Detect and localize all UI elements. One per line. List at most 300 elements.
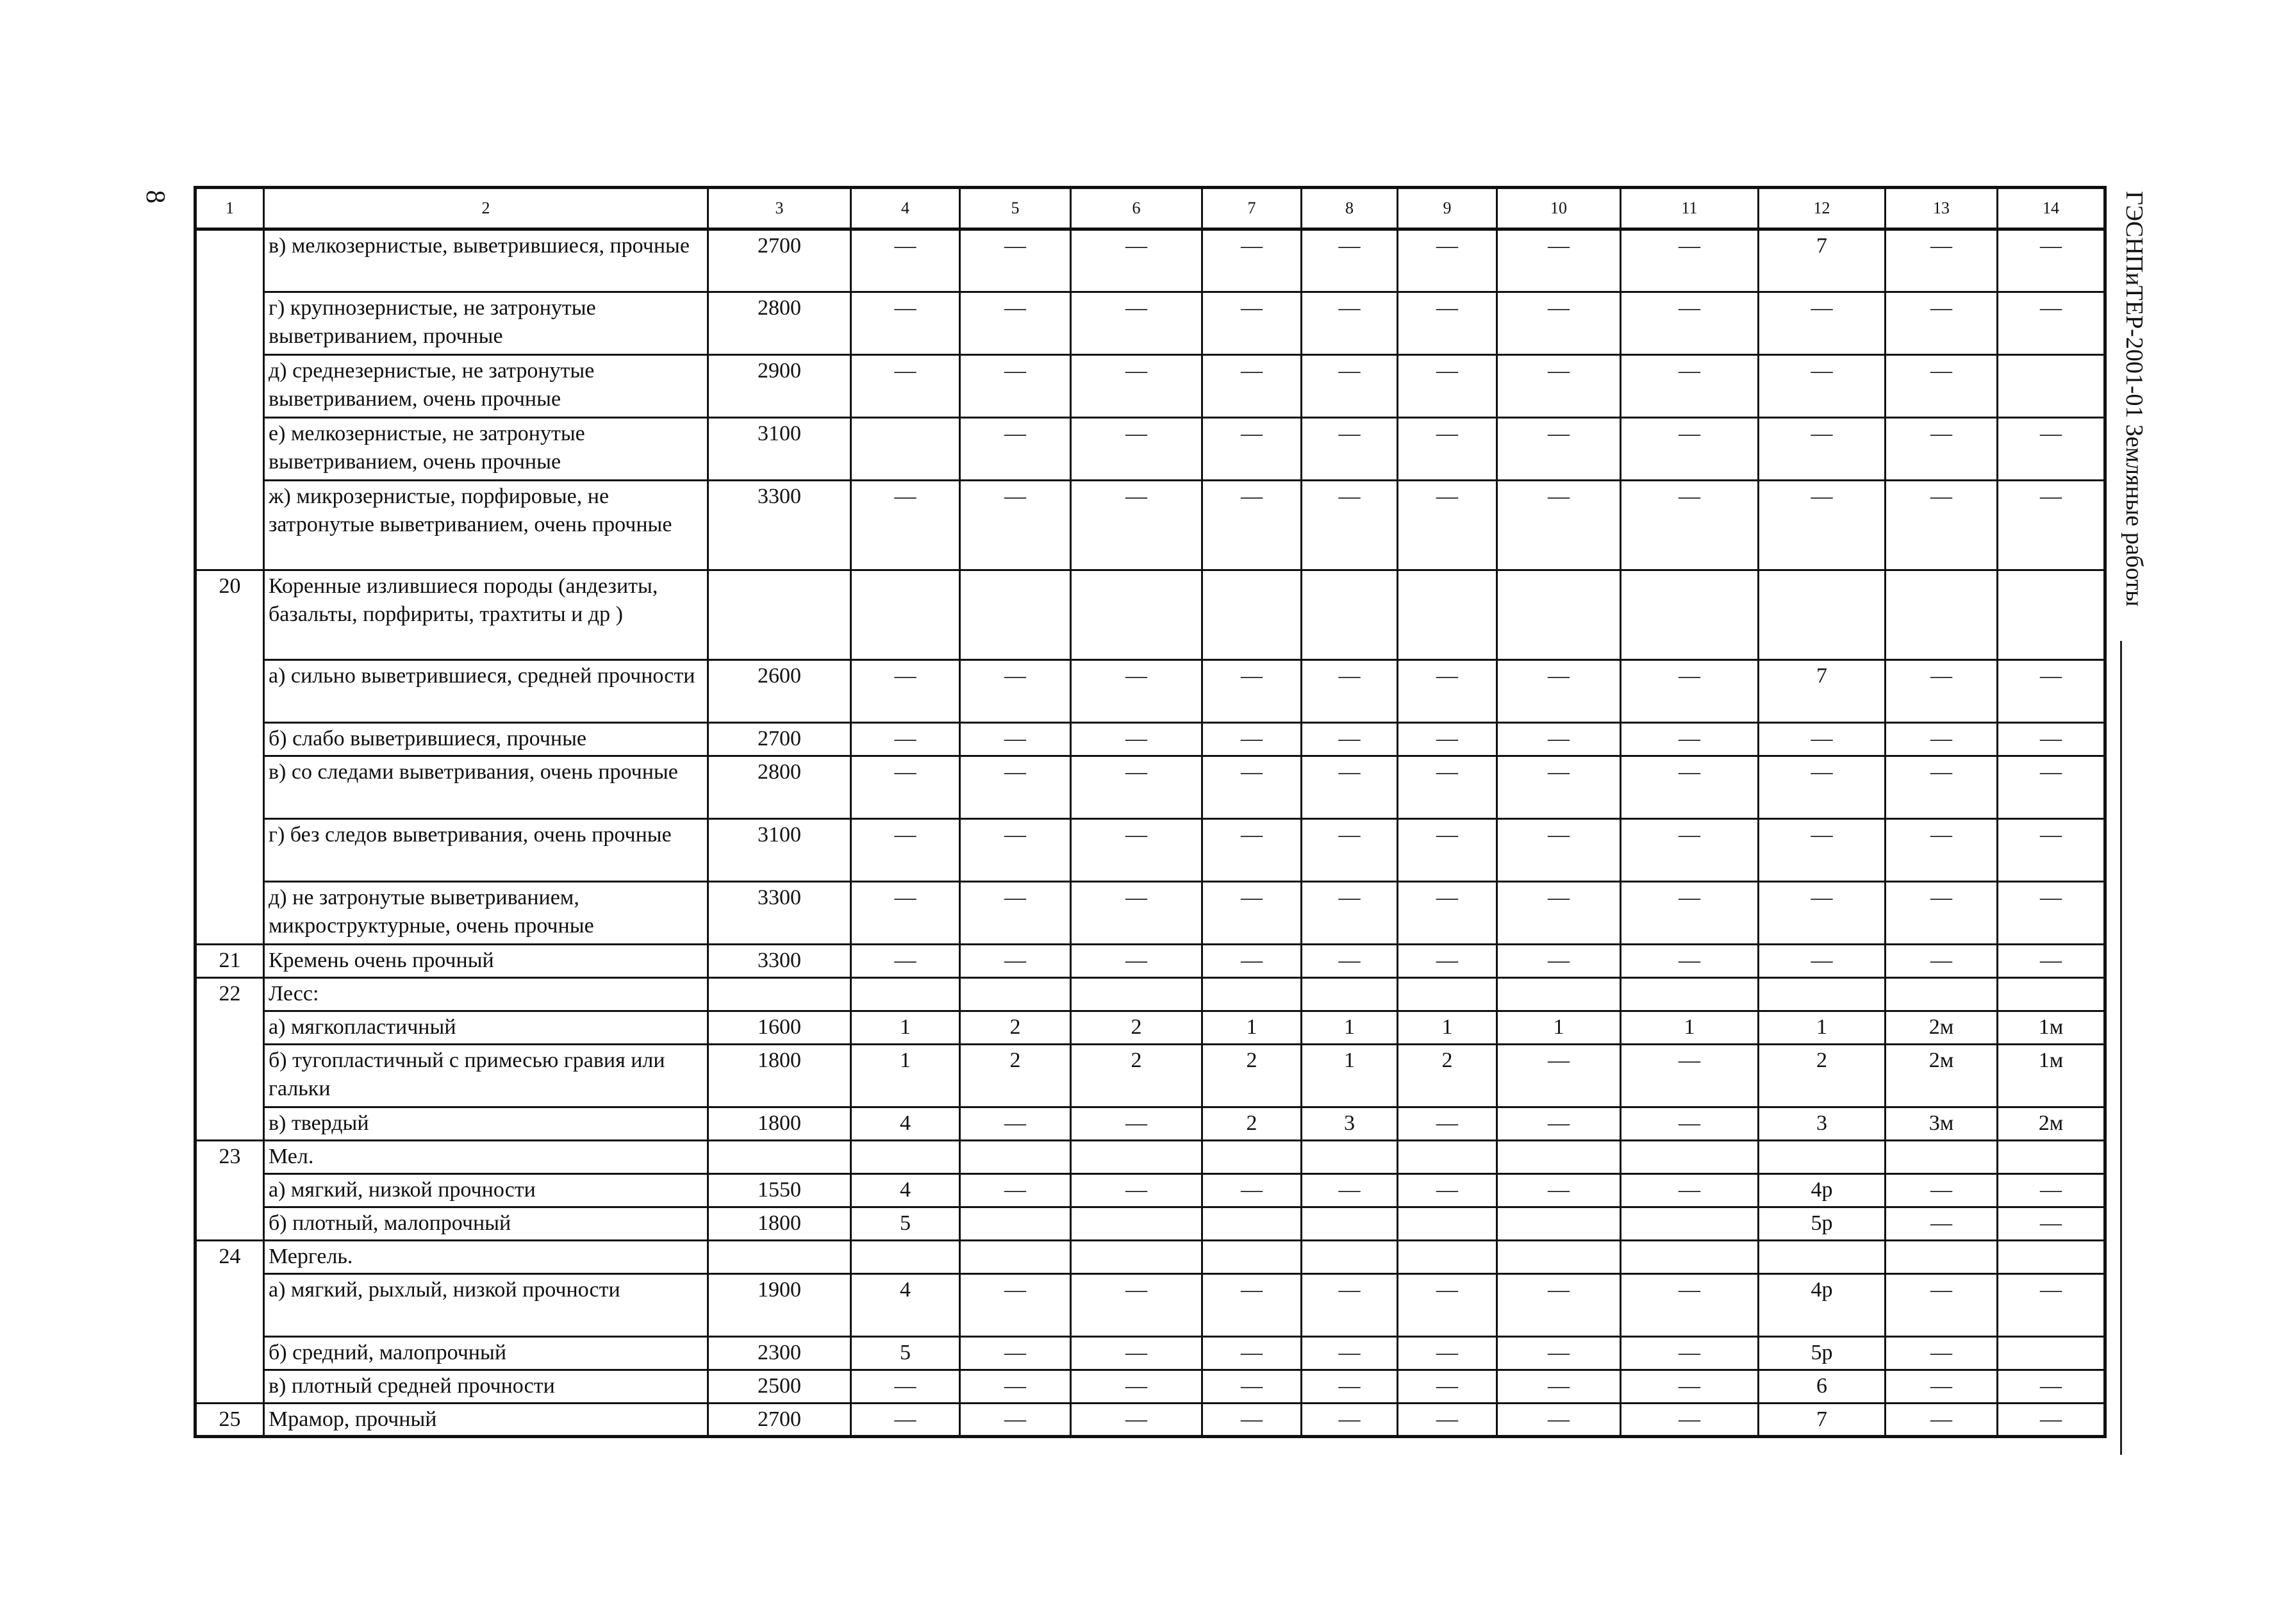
value-cell: — — [1202, 481, 1302, 570]
value-cell — [1998, 355, 2105, 418]
value-cell: — — [1071, 1174, 1202, 1207]
value-cell: — — [1071, 1274, 1202, 1337]
row-number-cell — [195, 660, 264, 723]
value-cell: — — [1886, 1174, 1998, 1207]
value-cell: — — [851, 229, 960, 292]
density-cell: 2700 — [708, 723, 851, 756]
value-cell: — — [1621, 1370, 1759, 1404]
density-cell: 3300 — [708, 882, 851, 945]
density-cell: 2900 — [708, 355, 851, 418]
table-row — [195, 418, 2105, 481]
value-cell: — — [1886, 1274, 1998, 1337]
value-cell: 1 — [1497, 1011, 1621, 1045]
value-cell — [1621, 1207, 1759, 1241]
value-cell — [1302, 978, 1398, 1011]
density-cell: 1550 — [708, 1174, 851, 1207]
density-cell: 1800 — [708, 1207, 851, 1241]
value-cell: — — [1398, 355, 1497, 418]
description-cell: в) твердый — [264, 1107, 708, 1141]
density-cell: 2800 — [708, 756, 851, 819]
description-cell: Лесс: — [264, 978, 708, 1011]
value-cell: — — [960, 819, 1071, 882]
value-cell — [1497, 570, 1621, 660]
value-cell: — — [1998, 481, 2105, 570]
value-cell: — — [1202, 1274, 1302, 1337]
side-rule — [2120, 641, 2122, 1455]
value-cell: — — [851, 945, 960, 978]
description-cell: д) не затронутые выветриванием, микроструктурные, очень прочные — [264, 882, 708, 945]
value-cell: — — [1998, 292, 2105, 355]
value-cell — [1759, 570, 1886, 660]
table-row — [195, 1274, 2105, 1337]
value-cell: — — [1886, 660, 1998, 723]
page-number: 8 — [140, 190, 170, 204]
value-cell — [1071, 1207, 1202, 1241]
value-cell — [1202, 1241, 1302, 1274]
value-cell: — — [1398, 819, 1497, 882]
density-cell — [708, 1241, 851, 1274]
value-cell: — — [1621, 1174, 1759, 1207]
row-number-cell — [195, 1207, 264, 1241]
value-cell: — — [851, 723, 960, 756]
value-cell: — — [1497, 355, 1621, 418]
table-row — [195, 1174, 2105, 1207]
value-cell: — — [1071, 1337, 1202, 1370]
value-cell: 4 — [851, 1174, 960, 1207]
value-cell: 7 — [1759, 1404, 1886, 1437]
value-cell: 2м — [1886, 1045, 1998, 1107]
value-cell: — — [1497, 723, 1621, 756]
value-cell: — — [1497, 1370, 1621, 1404]
value-cell: — — [1071, 229, 1202, 292]
table-row — [195, 570, 2105, 660]
value-cell: — — [1621, 1274, 1759, 1337]
description-cell: Мрамор, прочный — [264, 1404, 708, 1437]
value-cell: — — [1071, 1107, 1202, 1141]
density-cell: 1600 — [708, 1011, 851, 1045]
value-cell: — — [1302, 481, 1398, 570]
value-cell: — — [1202, 1337, 1302, 1370]
row-number-cell — [195, 1011, 264, 1045]
header-cell: 2 — [264, 188, 708, 229]
description-cell: ж) микрозернистые, порфировые, не затронутые выветриванием, очень прочные — [264, 481, 708, 570]
value-cell: — — [1398, 481, 1497, 570]
value-cell: — — [1621, 1337, 1759, 1370]
value-cell: — — [1759, 481, 1886, 570]
value-cell: — — [1886, 756, 1998, 819]
value-cell — [851, 1141, 960, 1174]
table-row — [195, 1045, 2105, 1107]
value-cell: — — [1998, 418, 2105, 481]
value-cell: 4 — [851, 1107, 960, 1141]
density-cell: 3100 — [708, 418, 851, 481]
header-cell: 3 — [708, 188, 851, 229]
description-cell: б) слабо выветрившиеся, прочные — [264, 723, 708, 756]
value-cell: — — [1302, 756, 1398, 819]
value-cell: — — [1202, 418, 1302, 481]
table-row — [195, 660, 2105, 723]
value-cell: — — [1998, 1370, 2105, 1404]
value-cell: — — [1202, 1370, 1302, 1404]
value-cell: — — [1202, 945, 1302, 978]
value-cell: — — [1302, 418, 1398, 481]
description-cell: в) со следами выветривания, очень прочные — [264, 756, 708, 819]
value-cell: — — [1202, 723, 1302, 756]
value-cell: — — [851, 1404, 960, 1437]
value-cell: — — [851, 819, 960, 882]
description-cell: Коренные излившиеся породы (андезиты, базальты, порфириты, трахтиты и др ) — [264, 570, 708, 660]
table-row — [195, 1011, 2105, 1045]
value-cell: — — [1398, 723, 1497, 756]
value-cell — [1071, 1241, 1202, 1274]
value-cell: — — [1071, 819, 1202, 882]
value-cell: — — [851, 756, 960, 819]
value-cell: 1 — [1621, 1011, 1759, 1045]
value-cell — [1398, 1141, 1497, 1174]
value-cell — [1886, 1241, 1998, 1274]
header-cell: 8 — [1302, 188, 1398, 229]
value-cell: 2 — [1202, 1107, 1302, 1141]
value-cell: — — [1621, 292, 1759, 355]
table-row — [195, 978, 2105, 1011]
value-cell: — — [1302, 882, 1398, 945]
description-cell: а) сильно выветрившиеся, средней прочности — [264, 660, 708, 723]
description-cell: в) плотный средней прочности — [264, 1370, 708, 1404]
value-cell: — — [1202, 355, 1302, 418]
row-number-cell — [195, 819, 264, 882]
value-cell: 1м — [1998, 1045, 2105, 1107]
value-cell: — — [960, 756, 1071, 819]
value-cell: 7 — [1759, 229, 1886, 292]
value-cell: — — [960, 229, 1071, 292]
density-cell — [708, 1141, 851, 1174]
value-cell: — — [1886, 355, 1998, 418]
value-cell: — — [1886, 292, 1998, 355]
row-number-cell — [195, 1045, 264, 1107]
value-cell: — — [1302, 945, 1398, 978]
density-cell: 3300 — [708, 481, 851, 570]
value-cell: — — [1886, 1370, 1998, 1404]
row-number-cell: 21 — [195, 945, 264, 978]
value-cell — [1398, 1207, 1497, 1241]
value-cell: — — [1302, 1274, 1398, 1337]
value-cell: — — [1202, 292, 1302, 355]
value-cell: — — [1202, 1174, 1302, 1207]
density-cell: 3300 — [708, 945, 851, 978]
value-cell: — — [1886, 945, 1998, 978]
value-cell: — — [1398, 229, 1497, 292]
row-number-cell — [195, 756, 264, 819]
value-cell: — — [1497, 882, 1621, 945]
value-cell: 3м — [1886, 1107, 1998, 1141]
description-cell: а) мягкопластичный — [264, 1011, 708, 1045]
value-cell: — — [1998, 819, 2105, 882]
value-cell — [1398, 978, 1497, 1011]
value-cell — [1071, 570, 1202, 660]
row-number-cell: 23 — [195, 1141, 264, 1174]
value-cell: 2м — [1886, 1011, 1998, 1045]
value-cell: — — [1886, 481, 1998, 570]
value-cell: — — [960, 418, 1071, 481]
table-row — [195, 1141, 2105, 1174]
row-number-cell — [195, 229, 264, 292]
value-cell: — — [1759, 723, 1886, 756]
value-cell: — — [1497, 1107, 1621, 1141]
value-cell: — — [1621, 418, 1759, 481]
value-cell: — — [1621, 756, 1759, 819]
row-number-cell: 24 — [195, 1241, 264, 1274]
row-number-cell — [195, 355, 264, 418]
value-cell: — — [1998, 229, 2105, 292]
value-cell: 5 — [851, 1207, 960, 1241]
value-cell: 2 — [960, 1045, 1071, 1107]
value-cell: — — [1497, 1174, 1621, 1207]
density-cell: 2700 — [708, 229, 851, 292]
value-cell: — — [851, 660, 960, 723]
value-cell: — — [1497, 660, 1621, 723]
value-cell: — — [1759, 882, 1886, 945]
value-cell — [1071, 978, 1202, 1011]
description-cell: б) средний, малопрочный — [264, 1337, 708, 1370]
header-cell: 12 — [1759, 188, 1886, 229]
value-cell — [1398, 570, 1497, 660]
density-cell — [708, 570, 851, 660]
value-cell: — — [851, 292, 960, 355]
value-cell — [1759, 1241, 1886, 1274]
value-cell: — — [1071, 756, 1202, 819]
table-row — [195, 723, 2105, 756]
value-cell — [1071, 1141, 1202, 1174]
value-cell — [851, 570, 960, 660]
header-cell: 14 — [1998, 188, 2105, 229]
value-cell: — — [1759, 945, 1886, 978]
header-cell: 10 — [1497, 188, 1621, 229]
value-cell: — — [960, 1337, 1071, 1370]
value-cell: — — [1071, 882, 1202, 945]
value-cell: — — [960, 660, 1071, 723]
row-number-cell — [195, 1337, 264, 1370]
value-cell — [1998, 1141, 2105, 1174]
value-cell — [960, 1207, 1071, 1241]
value-cell: 3 — [1759, 1107, 1886, 1141]
value-cell: — — [1302, 1370, 1398, 1404]
value-cell — [960, 1241, 1071, 1274]
row-number-cell — [195, 292, 264, 355]
value-cell: — — [1302, 355, 1398, 418]
value-cell: — — [1998, 882, 2105, 945]
value-cell: — — [1071, 660, 1202, 723]
value-cell: 2 — [1071, 1011, 1202, 1045]
header-cell: 7 — [1202, 188, 1302, 229]
value-cell: — — [1998, 756, 2105, 819]
value-cell: 4р — [1759, 1274, 1886, 1337]
value-cell: — — [1886, 1207, 1998, 1241]
value-cell: — — [1759, 355, 1886, 418]
value-cell: — — [1998, 660, 2105, 723]
value-cell — [1302, 1241, 1398, 1274]
value-cell: — — [1398, 292, 1497, 355]
density-cell: 1800 — [708, 1045, 851, 1107]
value-cell: 1 — [1398, 1011, 1497, 1045]
value-cell — [1886, 570, 1998, 660]
row-number-cell — [195, 1174, 264, 1207]
description-cell: а) мягкий, рыхлый, низкой прочности — [264, 1274, 708, 1337]
value-cell: — — [1621, 819, 1759, 882]
description-cell: Мергель. — [264, 1241, 708, 1274]
value-cell: — — [1398, 1337, 1497, 1370]
value-cell: — — [1302, 292, 1398, 355]
value-cell: — — [1202, 756, 1302, 819]
value-cell — [1497, 1241, 1621, 1274]
value-cell — [851, 1241, 960, 1274]
value-cell: — — [960, 292, 1071, 355]
header-row — [195, 188, 2105, 229]
value-cell: — — [1621, 355, 1759, 418]
value-cell: — — [1886, 1404, 1998, 1437]
table-row — [195, 819, 2105, 882]
value-cell — [1202, 570, 1302, 660]
value-cell — [1759, 1141, 1886, 1174]
row-number-cell: 22 — [195, 978, 264, 1011]
value-cell: — — [1202, 229, 1302, 292]
value-cell: — — [1398, 1274, 1497, 1337]
value-cell: — — [960, 1107, 1071, 1141]
value-cell: — — [1621, 1045, 1759, 1107]
value-cell: — — [1998, 1404, 2105, 1437]
value-cell: — — [1621, 481, 1759, 570]
value-cell: — — [1398, 756, 1497, 819]
value-cell: — — [1302, 819, 1398, 882]
value-cell: — — [1998, 1207, 2105, 1241]
side-title: ГЭСНПиТЕР-2001-01 Земляные работы — [2121, 191, 2148, 607]
value-cell: — — [1497, 1404, 1621, 1437]
value-cell: 5р — [1759, 1337, 1886, 1370]
table-row — [195, 481, 2105, 570]
value-cell: 5 — [851, 1337, 960, 1370]
value-cell — [1759, 978, 1886, 1011]
value-cell: — — [1497, 1274, 1621, 1337]
value-cell — [1497, 978, 1621, 1011]
value-cell: — — [1998, 723, 2105, 756]
value-cell: — — [851, 882, 960, 945]
header-cell: 9 — [1398, 188, 1497, 229]
density-cell: 1800 — [708, 1107, 851, 1141]
value-cell: 1м — [1998, 1011, 2105, 1045]
description-cell: е) мелкозернистые, не затронутые выветриванием, очень прочные — [264, 418, 708, 481]
value-cell — [1886, 978, 1998, 1011]
side-title-container — [2109, 191, 2160, 845]
value-cell: 2 — [1759, 1045, 1886, 1107]
value-cell: 2 — [1202, 1045, 1302, 1107]
row-number-cell — [195, 882, 264, 945]
value-cell: — — [960, 1370, 1071, 1404]
value-cell: 1 — [1759, 1011, 1886, 1045]
value-cell — [1621, 1241, 1759, 1274]
value-cell — [1202, 1207, 1302, 1241]
value-cell: — — [1302, 723, 1398, 756]
value-cell: — — [851, 355, 960, 418]
value-cell: — — [1398, 945, 1497, 978]
value-cell — [1998, 1337, 2105, 1370]
table-row — [195, 1337, 2105, 1370]
value-cell: — — [1302, 1337, 1398, 1370]
value-cell: 1 — [1302, 1045, 1398, 1107]
table-row — [195, 1370, 2105, 1404]
value-cell: — — [1497, 292, 1621, 355]
value-cell — [960, 1141, 1071, 1174]
value-cell — [1497, 1141, 1621, 1174]
value-cell: — — [1621, 229, 1759, 292]
value-cell — [960, 978, 1071, 1011]
value-cell: 4 — [851, 1274, 960, 1337]
value-cell: — — [1398, 882, 1497, 945]
value-cell: — — [1398, 418, 1497, 481]
value-cell — [1621, 1141, 1759, 1174]
description-cell: Кремень очень прочный — [264, 945, 708, 978]
table-row — [195, 1241, 2105, 1274]
value-cell — [1886, 1141, 1998, 1174]
header-cell: 11 — [1621, 188, 1759, 229]
value-cell: 2 — [1398, 1045, 1497, 1107]
value-cell: — — [1497, 1337, 1621, 1370]
value-cell: — — [1497, 756, 1621, 819]
value-cell: 1 — [851, 1011, 960, 1045]
value-cell: 2м — [1998, 1107, 2105, 1141]
value-cell: — — [1398, 1174, 1497, 1207]
value-cell: — — [1621, 1107, 1759, 1141]
value-cell: — — [1759, 819, 1886, 882]
value-cell — [1621, 570, 1759, 660]
value-cell: — — [1071, 945, 1202, 978]
value-cell: — — [1071, 418, 1202, 481]
value-cell: — — [960, 1274, 1071, 1337]
description-cell: в) мелкозернистые, выветрившиеся, прочные — [264, 229, 708, 292]
row-number-cell: 25 — [195, 1404, 264, 1437]
value-cell: — — [960, 1404, 1071, 1437]
value-cell — [1302, 1141, 1398, 1174]
density-cell: 2800 — [708, 292, 851, 355]
value-cell — [1202, 1141, 1302, 1174]
value-cell: — — [1202, 819, 1302, 882]
value-cell — [1621, 978, 1759, 1011]
value-cell: 6 — [1759, 1370, 1886, 1404]
header-cell: 6 — [1071, 188, 1202, 229]
value-cell — [1998, 570, 2105, 660]
row-number-cell — [195, 723, 264, 756]
value-cell: — — [1621, 660, 1759, 723]
value-cell: 4р — [1759, 1174, 1886, 1207]
value-cell: — — [960, 723, 1071, 756]
value-cell: — — [1302, 1174, 1398, 1207]
value-cell: — — [1497, 229, 1621, 292]
value-cell: — — [1759, 756, 1886, 819]
description-cell: б) плотный, малопрочный — [264, 1207, 708, 1241]
value-cell: — — [1202, 660, 1302, 723]
header-cell: 13 — [1886, 188, 1998, 229]
value-cell — [1998, 978, 2105, 1011]
value-cell: 3 — [1302, 1107, 1398, 1141]
value-cell: — — [960, 481, 1071, 570]
value-cell — [1202, 978, 1302, 1011]
value-cell: — — [960, 945, 1071, 978]
value-cell: — — [1398, 660, 1497, 723]
value-cell: — — [1886, 819, 1998, 882]
value-cell: 1 — [851, 1045, 960, 1107]
header-cell: 1 — [195, 188, 264, 229]
value-cell — [960, 570, 1071, 660]
value-cell: — — [1398, 1107, 1497, 1141]
density-cell: 2700 — [708, 1404, 851, 1437]
